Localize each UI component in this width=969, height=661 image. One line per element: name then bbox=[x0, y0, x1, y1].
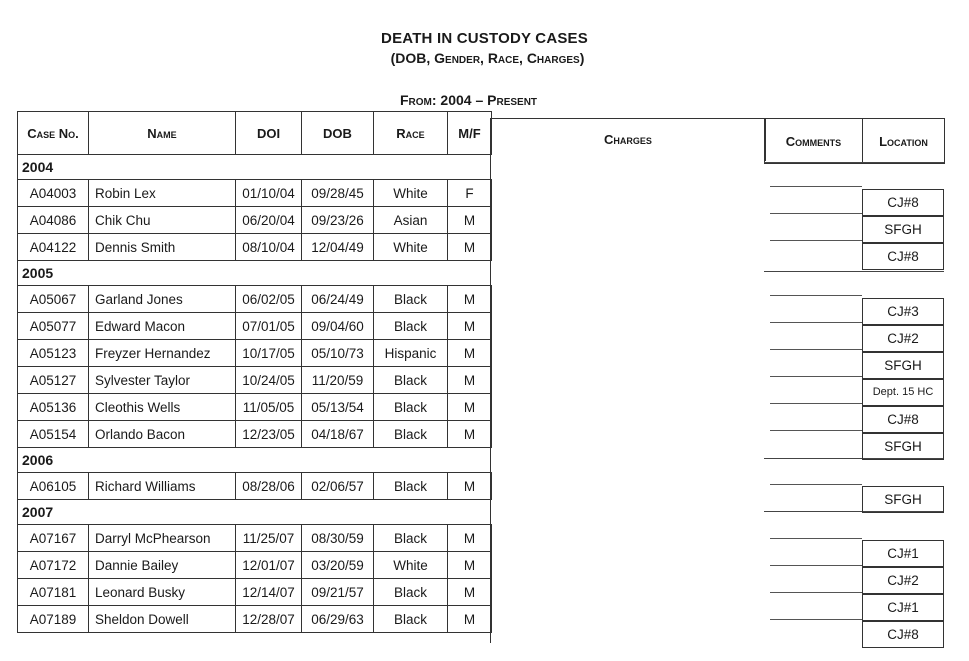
case-number: A07172 bbox=[18, 552, 89, 579]
case-doi: 08/10/04 bbox=[236, 234, 302, 261]
case-race: Black bbox=[374, 286, 448, 313]
comment-line bbox=[770, 565, 862, 566]
charges-column-edge bbox=[490, 118, 491, 643]
comment-line bbox=[770, 403, 862, 404]
cases-table bbox=[17, 111, 492, 633]
case-mf: F bbox=[448, 180, 492, 207]
case-dob: 06/24/49 bbox=[302, 286, 374, 313]
case-doi: 06/02/05 bbox=[236, 286, 302, 313]
case-name: Robin Lex bbox=[89, 180, 236, 207]
case-race: White bbox=[374, 234, 448, 261]
comment-line bbox=[770, 186, 862, 187]
location-cell: CJ#2 bbox=[862, 325, 944, 352]
case-mf: M bbox=[448, 579, 492, 606]
case-doi: 10/24/05 bbox=[236, 367, 302, 394]
location-cell: CJ#8 bbox=[862, 243, 944, 270]
case-race: Black bbox=[374, 421, 448, 448]
case-name: Darryl McPhearson bbox=[89, 525, 236, 552]
table-row bbox=[18, 606, 492, 633]
case-number: A04086 bbox=[18, 207, 89, 234]
case-doi: 12/28/07 bbox=[236, 606, 302, 633]
case-race: Black bbox=[374, 473, 448, 500]
case-race: Black bbox=[374, 367, 448, 394]
table-row bbox=[18, 394, 492, 421]
comment-line bbox=[770, 430, 862, 431]
case-doi: 12/23/05 bbox=[236, 421, 302, 448]
year-label: 2004 bbox=[18, 155, 492, 180]
location-cell: Dept. 15 HC bbox=[862, 379, 944, 406]
table-row bbox=[18, 367, 492, 394]
case-dob: 11/20/59 bbox=[302, 367, 374, 394]
case-name: Cleothis Wells bbox=[89, 394, 236, 421]
case-mf: M bbox=[448, 207, 492, 234]
case-mf: M bbox=[448, 394, 492, 421]
table-row bbox=[18, 180, 492, 207]
case-mf: M bbox=[448, 421, 492, 448]
comment-line bbox=[770, 295, 862, 296]
header-doi: DOI bbox=[236, 112, 302, 155]
case-dob: 05/10/73 bbox=[302, 340, 374, 367]
case-name: Edward Macon bbox=[89, 313, 236, 340]
case-race: Black bbox=[374, 394, 448, 421]
case-dob: 03/20/59 bbox=[302, 552, 374, 579]
comment-line bbox=[770, 619, 862, 620]
case-dob: 09/23/26 bbox=[302, 207, 374, 234]
header-charges: Charges bbox=[491, 118, 766, 161]
case-name: Leonard Busky bbox=[89, 579, 236, 606]
case-mf: M bbox=[448, 286, 492, 313]
case-doi: 12/14/07 bbox=[236, 579, 302, 606]
section-rule bbox=[764, 162, 944, 163]
year-row bbox=[18, 261, 492, 286]
case-dob: 12/04/49 bbox=[302, 234, 374, 261]
location-cell: CJ#8 bbox=[862, 189, 944, 216]
location-cell: SFGH bbox=[862, 352, 944, 379]
case-doi: 12/01/07 bbox=[236, 552, 302, 579]
case-number: A04122 bbox=[18, 234, 89, 261]
location-cell: CJ#8 bbox=[862, 621, 944, 648]
header-name: Name bbox=[89, 112, 236, 155]
table-row bbox=[18, 552, 492, 579]
year-label: 2007 bbox=[18, 500, 492, 525]
case-race: Black bbox=[374, 313, 448, 340]
case-race: Asian bbox=[374, 207, 448, 234]
case-doi: 07/01/05 bbox=[236, 313, 302, 340]
case-name: Garland Jones bbox=[89, 286, 236, 313]
table-row bbox=[18, 286, 492, 313]
case-dob: 05/13/54 bbox=[302, 394, 374, 421]
case-mf: M bbox=[448, 367, 492, 394]
case-number: A07181 bbox=[18, 579, 89, 606]
case-name: Sylvester Taylor bbox=[89, 367, 236, 394]
case-dob: 08/30/59 bbox=[302, 525, 374, 552]
case-name: Dennis Smith bbox=[89, 234, 236, 261]
case-number: A05123 bbox=[18, 340, 89, 367]
table-row bbox=[18, 525, 492, 552]
case-doi: 11/05/05 bbox=[236, 394, 302, 421]
case-name: Richard Williams bbox=[89, 473, 236, 500]
case-mf: M bbox=[448, 606, 492, 633]
location-cell: CJ#2 bbox=[862, 567, 944, 594]
case-name: Sheldon Dowell bbox=[89, 606, 236, 633]
case-mf: M bbox=[448, 552, 492, 579]
comment-line bbox=[770, 322, 862, 323]
comments-location-header bbox=[764, 118, 945, 164]
year-row bbox=[18, 500, 492, 525]
case-name: Orlando Bacon bbox=[89, 421, 236, 448]
comment-line bbox=[770, 240, 862, 241]
case-mf: M bbox=[448, 473, 492, 500]
case-race: White bbox=[374, 180, 448, 207]
document-subtitle: (DOB, Gender, Race, Charges) bbox=[390, 50, 585, 66]
case-doi: 08/28/06 bbox=[236, 473, 302, 500]
comment-line bbox=[770, 376, 862, 377]
location-cell: SFGH bbox=[862, 216, 944, 243]
case-name: Dannie Bailey bbox=[89, 552, 236, 579]
case-race: Black bbox=[374, 579, 448, 606]
case-race: White bbox=[374, 552, 448, 579]
case-mf: M bbox=[448, 234, 492, 261]
comment-line bbox=[770, 349, 862, 350]
case-number: A05154 bbox=[18, 421, 89, 448]
case-number: A07189 bbox=[18, 606, 89, 633]
document-title: DEATH IN CUSTODY CASES bbox=[381, 30, 588, 47]
header-comments: Comments bbox=[765, 119, 863, 164]
location-cell: CJ#1 bbox=[862, 594, 944, 621]
table-row bbox=[18, 473, 492, 500]
table-row bbox=[18, 340, 492, 367]
case-mf: M bbox=[448, 313, 492, 340]
table-row bbox=[18, 421, 492, 448]
location-cell: CJ#1 bbox=[862, 540, 944, 567]
year-label: 2006 bbox=[18, 448, 492, 473]
case-race: Black bbox=[374, 606, 448, 633]
case-number: A07167 bbox=[18, 525, 89, 552]
case-name: Freyzer Hernandez bbox=[89, 340, 236, 367]
case-dob: 09/04/60 bbox=[302, 313, 374, 340]
table-row bbox=[18, 207, 492, 234]
year-row bbox=[18, 155, 492, 180]
header-race: Race bbox=[374, 112, 448, 155]
case-number: A05067 bbox=[18, 286, 89, 313]
table-row bbox=[18, 234, 492, 261]
case-number: A05136 bbox=[18, 394, 89, 421]
table-row bbox=[18, 579, 492, 606]
section-rule bbox=[764, 271, 944, 272]
comment-line bbox=[770, 484, 862, 485]
table-row bbox=[18, 313, 492, 340]
case-race: Black bbox=[374, 525, 448, 552]
location-cell: CJ#8 bbox=[862, 406, 944, 433]
case-dob: 06/29/63 bbox=[302, 606, 374, 633]
header-location: Location bbox=[863, 119, 945, 164]
case-dob: 09/21/57 bbox=[302, 579, 374, 606]
case-dob: 02/06/57 bbox=[302, 473, 374, 500]
location-cell: CJ#3 bbox=[862, 298, 944, 325]
case-mf: M bbox=[448, 525, 492, 552]
case-number: A05127 bbox=[18, 367, 89, 394]
case-race: Hispanic bbox=[374, 340, 448, 367]
case-doi: 06/20/04 bbox=[236, 207, 302, 234]
comment-line bbox=[770, 213, 862, 214]
header-case-no: Case No. bbox=[18, 112, 89, 155]
header-mf: M/F bbox=[448, 112, 492, 155]
case-doi: 01/10/04 bbox=[236, 180, 302, 207]
table-header-row bbox=[18, 112, 492, 155]
case-doi: 11/25/07 bbox=[236, 525, 302, 552]
header-dob: DOB bbox=[302, 112, 374, 155]
case-number: A04003 bbox=[18, 180, 89, 207]
comment-line bbox=[770, 538, 862, 539]
location-cell: SFGH bbox=[862, 486, 944, 513]
case-name: Chik Chu bbox=[89, 207, 236, 234]
case-number: A06105 bbox=[18, 473, 89, 500]
date-range: From: 2004 – Present bbox=[400, 92, 538, 108]
case-number: A05077 bbox=[18, 313, 89, 340]
case-mf: M bbox=[448, 340, 492, 367]
year-row bbox=[18, 448, 492, 473]
case-doi: 10/17/05 bbox=[236, 340, 302, 367]
year-label: 2005 bbox=[18, 261, 492, 286]
location-cell: SFGH bbox=[862, 433, 944, 460]
case-dob: 09/28/45 bbox=[302, 180, 374, 207]
case-dob: 04/18/67 bbox=[302, 421, 374, 448]
comment-line bbox=[770, 592, 862, 593]
